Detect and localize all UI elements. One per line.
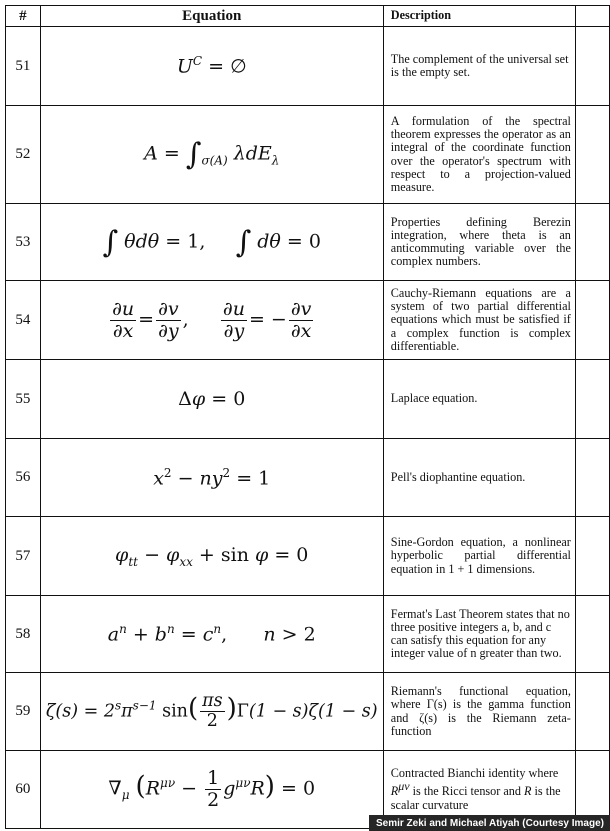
row-number: 59 <box>6 673 41 751</box>
table-row <box>6 106 610 204</box>
equation-56: $x^2 - ny^2 = 1$ <box>40 439 383 517</box>
equation-59: $\zeta(s) = 2^s\pi^{s-1}$ sin( $\frac{\pi s}{2}$ )Γ(1 − s)ζ(1 − s) <box>40 673 383 751</box>
table-row <box>6 439 610 517</box>
description-51: The complement of the universal set is the empty set. <box>383 27 575 106</box>
description-56: Pell's diophantine equation. <box>383 439 575 517</box>
row-number: 56 <box>6 439 41 517</box>
equation-60: $\nabla_\mu$ ($R^{\mu\nu}$ − $\frac{1}{2}$ $g^{\mu\nu}R) = 0$ <box>40 751 383 829</box>
table-row <box>6 517 610 596</box>
description-58: Fermat's Last Theorem states that no three positive integers a, b, and c can satisfy this equation for any integer value of n greater than two. <box>383 596 575 673</box>
description-54: Cauchy-Riemann equations are a system of two partial differential equations which must be satisfied if a complex function is complex differentiable. <box>383 281 575 360</box>
header-row <box>6 6 610 27</box>
row-number: 53 <box>6 204 41 281</box>
description-55: Laplace equation. <box>383 360 575 439</box>
row-number: 58 <box>6 596 41 673</box>
equation-55: Δφ = 0 <box>40 360 383 439</box>
equation-53: ∫ θdθ = 1, ∫ dθ = 0 <box>40 204 383 281</box>
header-extra <box>575 6 609 27</box>
row-number: 52 <box>6 106 41 204</box>
header-description: Description <box>383 6 575 27</box>
image-credit: Semir Zeki and Michael Atiyah (Courtesy Image) <box>369 815 610 831</box>
row-number: 57 <box>6 517 41 596</box>
table-row <box>6 673 610 751</box>
equation-51: $U^C$ = ∅ <box>40 27 383 106</box>
equation-52: $A = \int_{\sigma(A)}$ λdE$_\lambda$ <box>40 106 383 204</box>
description-60: Contracted Bianchi identity where $R^{\mu\nu}$ is the Ricci tensor and R is the scalar curvature <box>383 751 575 829</box>
header-num: # <box>6 6 41 27</box>
table-row <box>6 360 610 439</box>
description-52: A formulation of the spectral theorem expresses the operator as an integral of the coordinate function over the operator's spectrum with respect to a projection-valued measure. <box>383 106 575 204</box>
equation-58: $a^n + b^n = c^n$, n > 2 <box>40 596 383 673</box>
table-row <box>6 596 610 673</box>
row-number: 54 <box>6 281 41 360</box>
table-row <box>6 281 610 360</box>
row-number: 55 <box>6 360 41 439</box>
table-row <box>6 27 610 106</box>
row-number: 51 <box>6 27 41 106</box>
equations-table <box>5 5 610 829</box>
equation-54: $\frac{\partial u}{\partial x}$ = $\frac{\partial v}{\partial y}$ , $\frac{\partial u}{\partial y}$ = − $\frac{\partial v}{\partial x}$ <box>40 281 383 360</box>
description-59: Riemann's functional equation, where Γ(s) is the gamma function and ζ(s) is the Riemann zeta-function <box>383 673 575 751</box>
table-row <box>6 204 610 281</box>
row-number: 60 <box>6 751 41 829</box>
header-equation: Equation <box>40 6 383 27</box>
description-53: Properties defining Berezin integration, where theta is an anticommuting variable over the complex numbers. <box>383 204 575 281</box>
description-57: Sine-Gordon equation, a nonlinear hyperbolic partial differential equation in 1 + 1 dimensions. <box>383 517 575 596</box>
equation-57: $\varphi_{tt} - \varphi_{xx} + \sin \varphi = 0$ <box>40 517 383 596</box>
